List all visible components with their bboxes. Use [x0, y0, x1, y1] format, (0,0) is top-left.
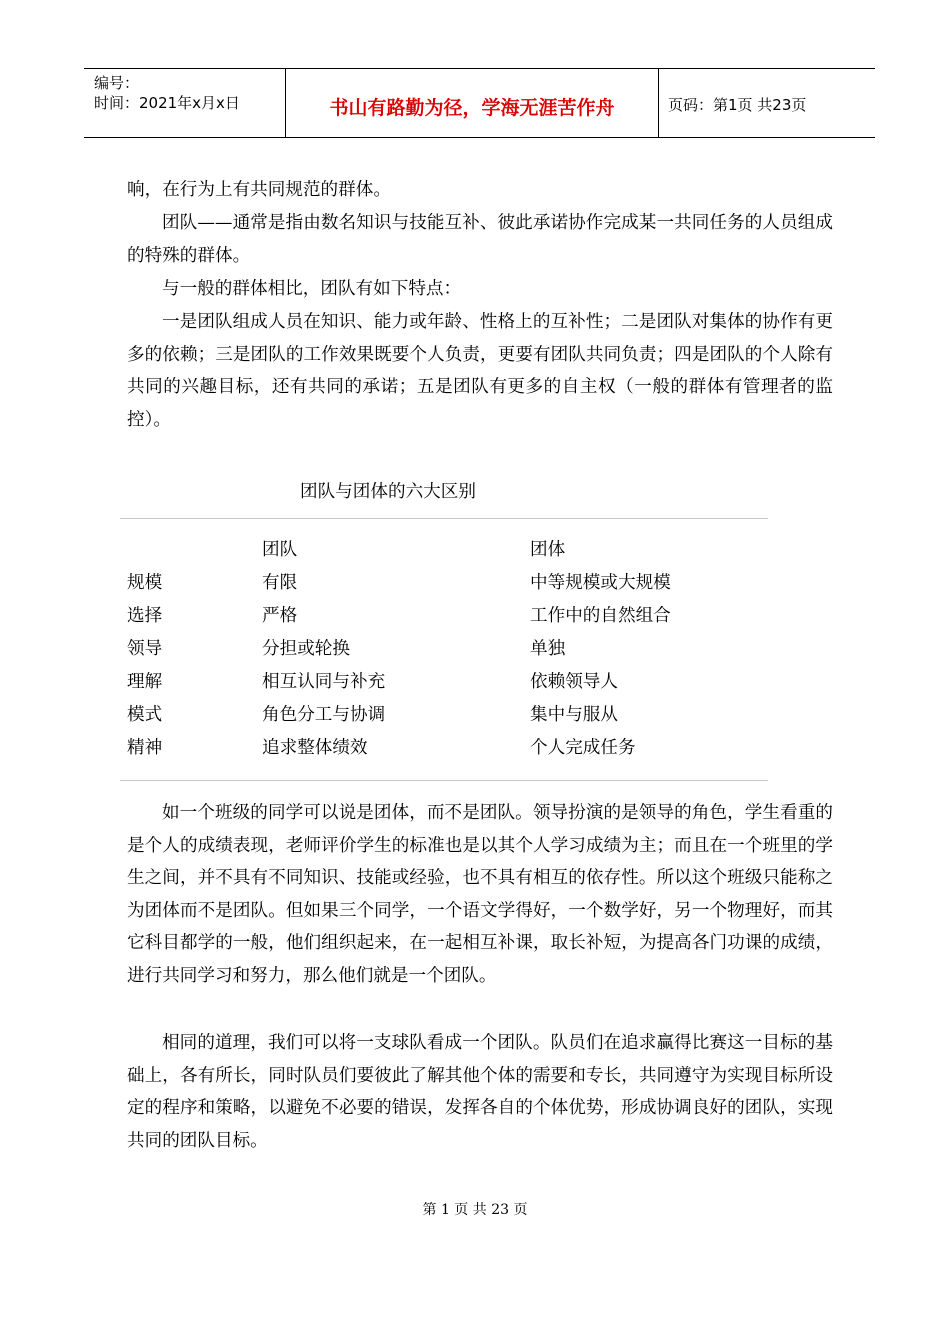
table-cell: 单独 — [530, 639, 566, 659]
table-cell: 分担或轮换 — [262, 639, 350, 659]
table-cell: 工作中的自然组合 — [530, 606, 671, 626]
paragraph: 相同的道理，我们可以将一支球队看成一个团队。队员们在追求赢得比赛这一目标的基础上，各有所长，同时队员们要彼此了解其他个体的需要和专长，共同遵守为实现目标所设定的程序和策略，以避免不必要的错误，发挥各自的个体优势，形成协调良好的团队，实现共同的团队目标。 — [127, 1033, 833, 1151]
time-label: 时间：2021年x月x日 — [94, 94, 240, 112]
paragraph: 响，在行为上有共同规范的群体。 — [127, 180, 391, 200]
header-divider — [658, 69, 659, 137]
number-label: 编号： — [94, 74, 140, 92]
paragraph: 与一般的群体相比，团队有如下特点： — [162, 279, 462, 299]
table-title: 团队与团体的六大区别 — [300, 482, 476, 502]
paragraph: 一是团队组成人员在知识、能力或年龄、性格上的互补性；二是团队对集体的协作有更多的依赖；三是团队的工作效果既要个人负责，更要有团队共同负责；四是团队的个人除有共同的兴趣目标，还有共同的承诺；五是团队有更多的自主权（一般的群体有管理者的监控）。 — [127, 312, 833, 430]
table-cell: 领导 — [127, 639, 163, 659]
header-meta — [94, 73, 240, 113]
table-cell: 严格 — [262, 606, 298, 626]
table-cell: 规模 — [127, 573, 163, 593]
table-cell: 个人完成任务 — [530, 738, 636, 758]
paragraph: 如一个班级的同学可以说是团体，而不是团队。领导扮演的是领导的角色，学生看重的是个人的成绩表现，老师评价学生的标准也是以其个人学习成绩为主；而且在一个班里的学生之间，并不具有不同知识、技能或经验，也不具有相互的依存性。所以这个班级只能称之为团体而不是团队。但如果三个同学，一个语文学得好，一个数学好，另一个物理好，而其它科目都学的一般，他们组织起来，在一起相互补课，取长补短，为提高各门功课的成绩，进行共同学习和努力，那么他们就是一个团队。 — [127, 803, 833, 986]
table-cell: 理解 — [127, 672, 163, 692]
table-bottom-rule — [120, 780, 768, 781]
table-cell: 有限 — [262, 573, 298, 593]
table-cell: 中等规模或大规模 — [530, 573, 671, 593]
page-footer: 第 1 页 共 23 页 — [422, 1202, 528, 1218]
table-cell: 模式 — [127, 705, 163, 725]
table-cell: 追求整体绩效 — [262, 738, 368, 758]
header-motto: 书山有路勤为径，学海无涯苦作舟 — [329, 97, 615, 119]
page-number-label: 页码：第1页 共23页 — [668, 96, 807, 114]
table-header-cell: 团队 — [262, 540, 298, 560]
page-header — [84, 68, 875, 138]
table-cell: 角色分工与协调 — [262, 705, 386, 725]
paragraph: 团队——通常是指由数名知识与技能互补、彼此承诺协作完成某一共同任务的人员组成的特殊的群体。 — [127, 213, 833, 266]
table-cell: 依赖领导人 — [530, 672, 618, 692]
table-header-cell: 团体 — [530, 540, 566, 560]
table-cell: 选择 — [127, 606, 163, 626]
table-cell: 精神 — [127, 738, 163, 758]
table-cell: 相互认同与补充 — [262, 672, 386, 692]
table-top-rule — [120, 518, 768, 519]
table-cell: 集中与服从 — [530, 705, 618, 725]
